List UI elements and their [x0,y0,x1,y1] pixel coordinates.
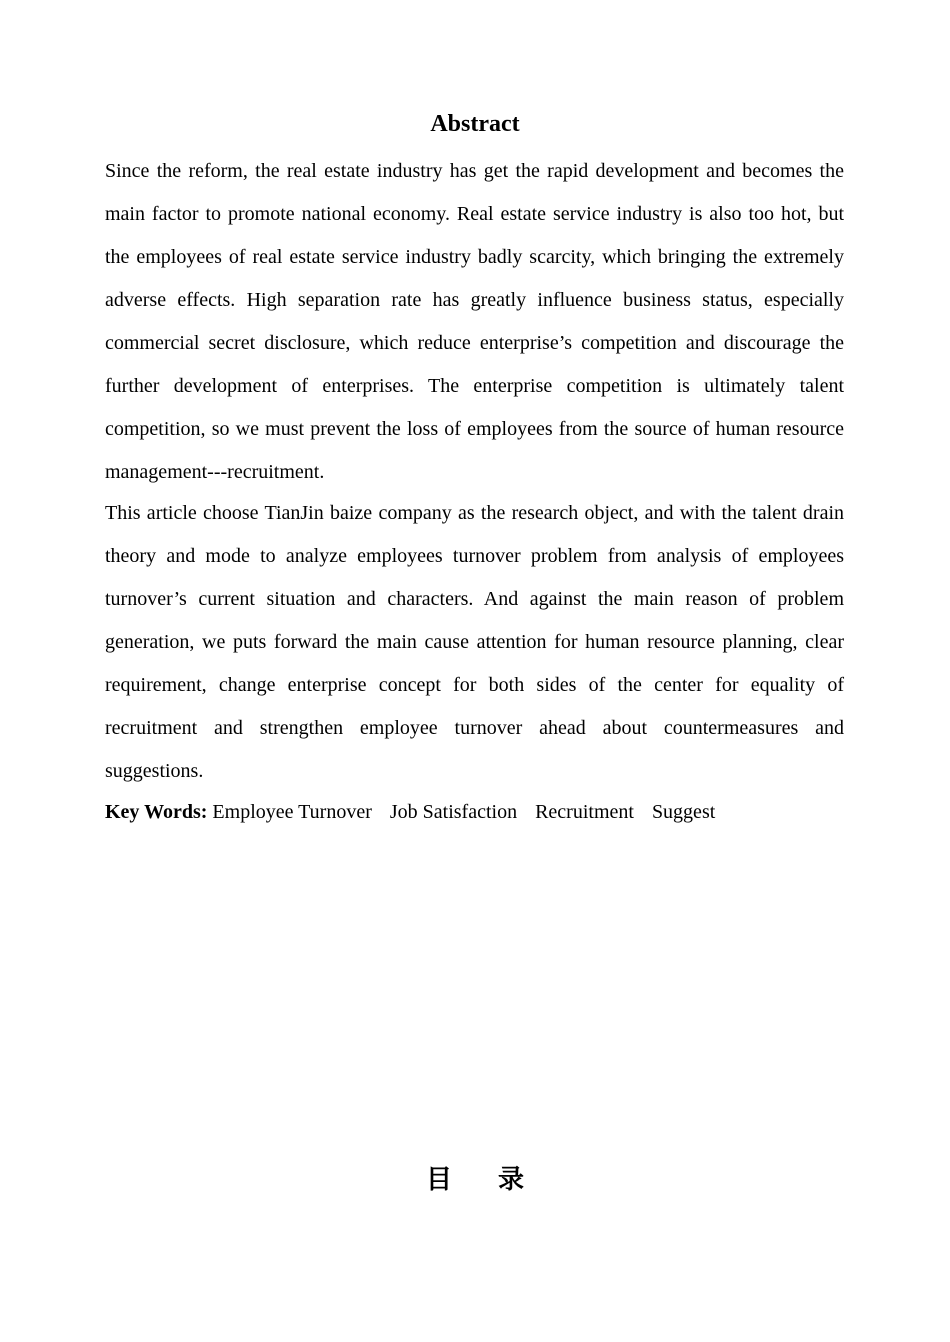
keywords-label: Key Words: [105,801,208,823]
abstract-body [105,150,844,834]
abstract-paragraph-2: This article choose TianJin baize company as the research object, and with the talent drain theory and mode to analyze employees turnover problem from analysis of employees turnover’s current situation and characters. And against the main reason of problem generation, we puts forward the main cause attention for human resource planning, clear requirement, change enterprise concept for both sides of the center for equality of recruitment and strengthen employee turnover ahead about countermeasures and suggestions. [105,502,844,782]
abstract-title: Abstract [430,111,520,137]
keyword-item: Employee Turnover [212,801,372,823]
keyword-item: Job Satisfaction [389,801,518,823]
keyword-item: Suggest [651,801,716,823]
keyword-item: Recruitment [535,801,634,823]
keywords-line [105,791,844,834]
abstract-paragraph-1: Since the reform, the real estate industry has get the rapid development and becomes the main factor to promote national economy. Real estate service industry is also too hot, but the employees of real estate service industry badly scarcity, which bringing the extremely adverse effects. High separation rate has greatly influence business status, especially commercial secret disclosure, which reduce enterprise’s competition and discourage the further development of enterprises. The enterprise competition is ultimately talent competition, so we must prevent the loss of employees from the source of human resource management---recruitment. [105,160,844,483]
table-of-contents-heading: 目录 [425,1165,570,1195]
